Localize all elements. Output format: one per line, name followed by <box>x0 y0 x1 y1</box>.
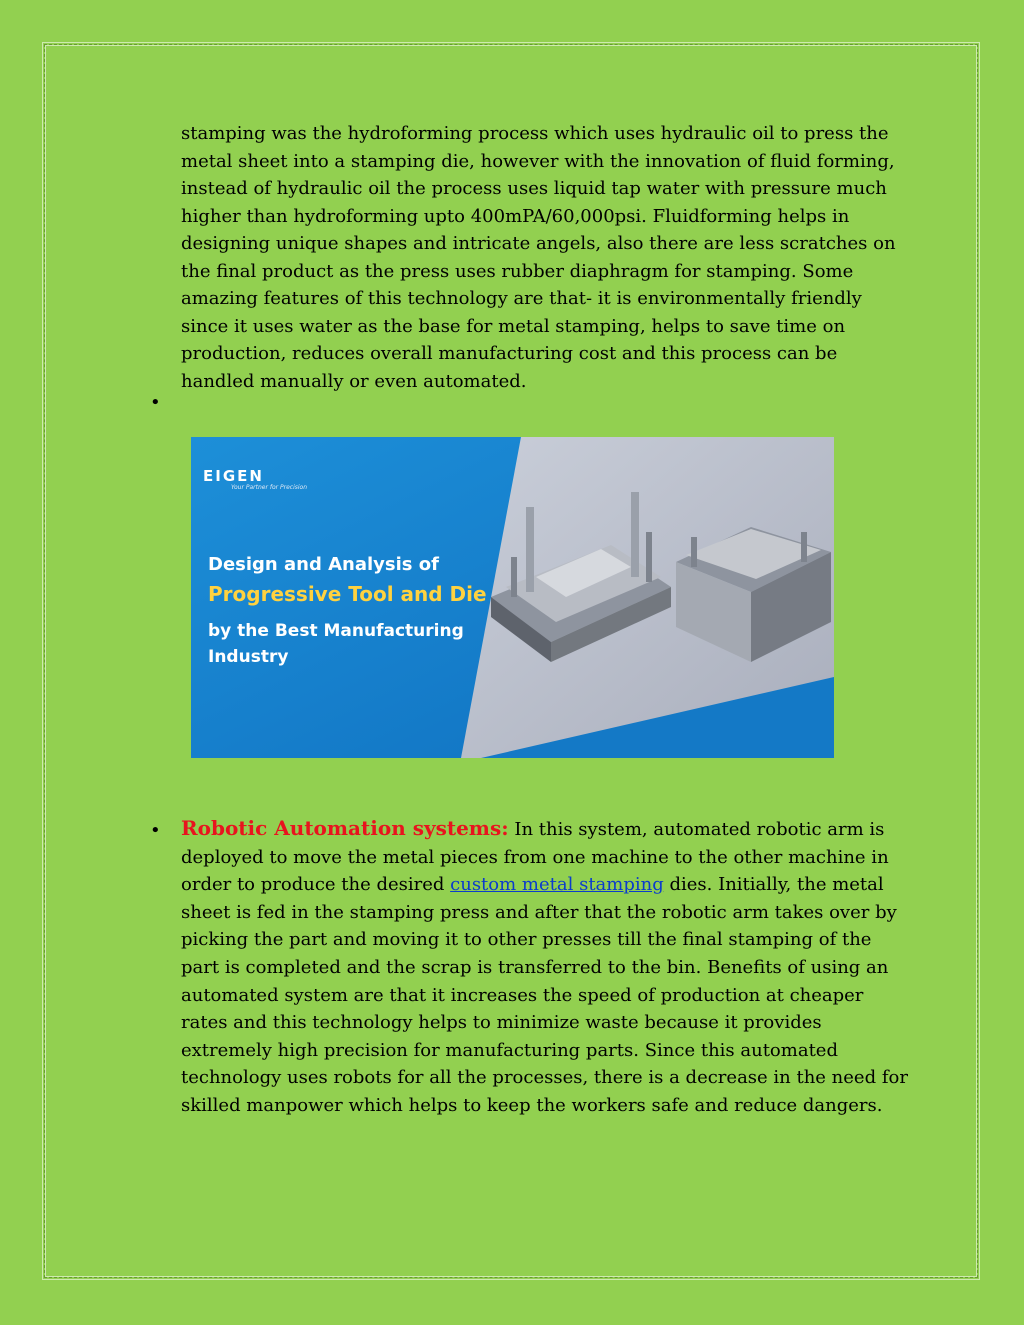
progressive-tool-banner-image <box>191 437 834 758</box>
eigen-tagline: Your Partner for Precision <box>231 484 308 491</box>
banner-line-4: Industry <box>208 647 289 667</box>
banner-line-3: by the Best Manufacturing <box>208 621 464 641</box>
eigen-logo: EIGEN <box>203 467 264 485</box>
robotic-text-1: In this system, automated robotic arm is deployed to move the metal pieces from one machine to the other machine in order to produce the desired <box>181 819 889 896</box>
banner-line-1: Design and Analysis of <box>208 554 439 575</box>
list-bullet: • <box>150 820 161 841</box>
empty-bullet: • <box>150 392 161 413</box>
banner-line-2: Progressive Tool and Die <box>208 582 487 606</box>
robotic-text-2: dies. Initially, the metal sheet is fed in the stamping press and after that the robotic arm takes over by picking the part and moving it to other presses till the final stamping of the part is completed and the scrap is transferred to the bin. Benefits of using an automated system are that it increases the speed of production at cheaper rates and this technology helps to minimize waste because it provides extremely high precision for manufacturing parts. Since this automated technology uses robots for all the processes, there is a decrease in the need for skilled manpower which helps to keep the workers safe and reduce dangers. <box>181 874 908 1116</box>
paragraph-text: stamping was the hydroforming process which uses hydraulic oil to press the metal sheet into a stamping die, however with the innovation of fluid forming, instead of hydraulic oil the process uses liquid tap water with pressure much higher than hydroforming upto 400mPA/60,000psi. Fluidforming helps in designing unique shapes and intricate angels, also there are less scratches on the final product as the press uses rubber diaphragm for stamping. Some amazing features of this technology are that- it is environmentally friendly since it uses water as the base for metal stamping, helps to save time on production, reduces overall manufacturing cost and this process can be handled manually or even automated. <box>181 123 896 392</box>
paragraph-fluidforming <box>181 120 911 395</box>
robotic-paragraph <box>181 815 911 1120</box>
custom-metal-stamping-link[interactable]: custom metal stamping <box>450 874 664 896</box>
robotic-automation-item <box>150 815 911 1120</box>
robotic-heading: Robotic Automation systems: <box>181 816 509 840</box>
